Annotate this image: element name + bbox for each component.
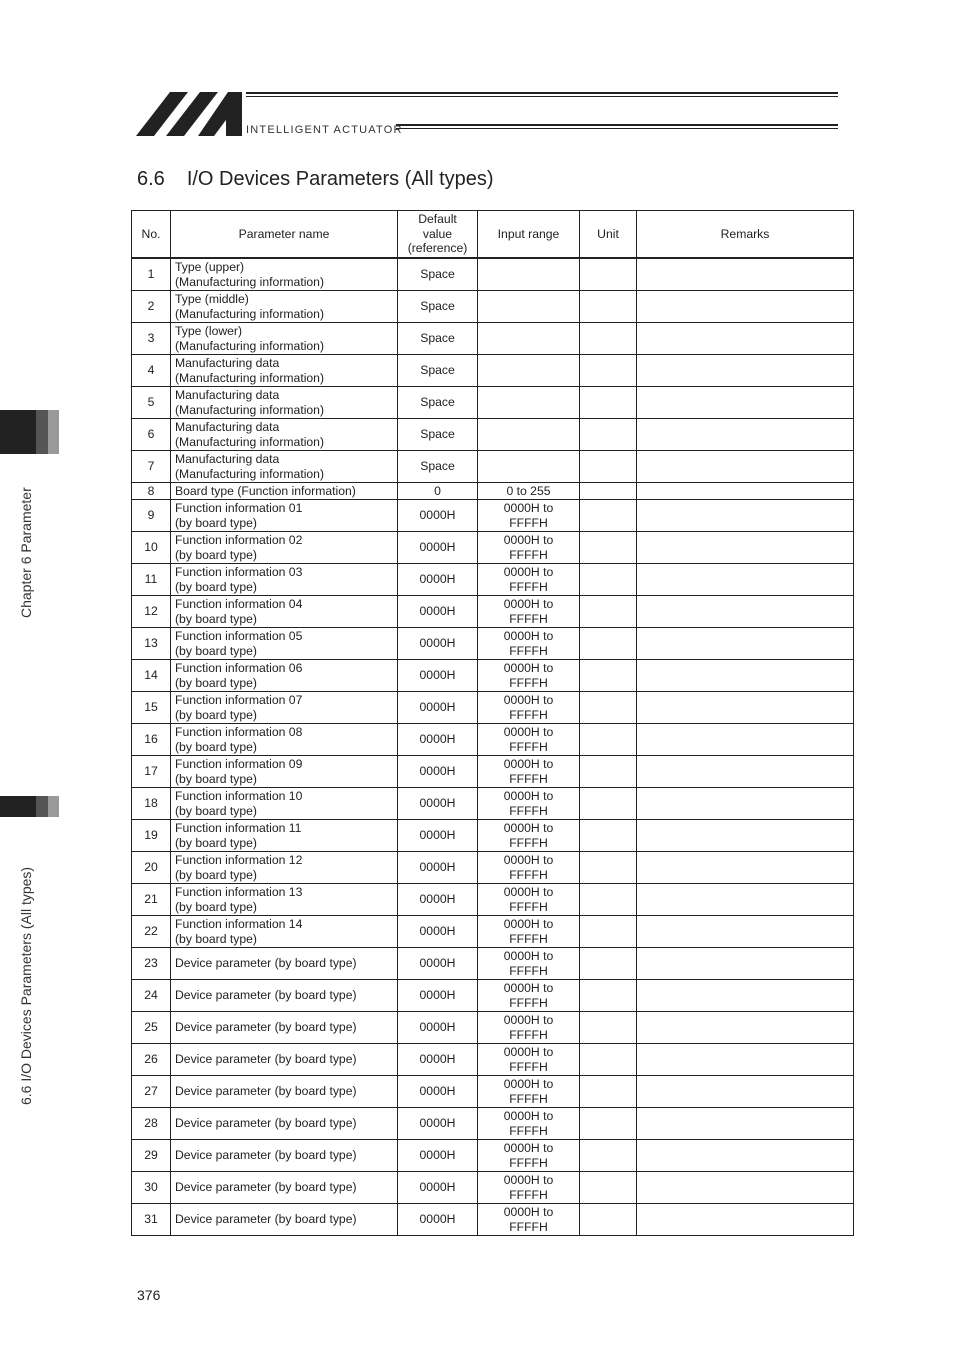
cell-remarks xyxy=(637,483,854,500)
cell-parameter-name: Manufacturing data (Manufacturing information) xyxy=(171,419,398,451)
cell-unit xyxy=(580,291,637,323)
cell-default-value: 0000H xyxy=(398,1172,478,1204)
chapter-tab-shade xyxy=(36,410,48,454)
cell-input-range: 0000H to FFFFH xyxy=(478,1076,580,1108)
cell-parameter-name: Device parameter (by board type) xyxy=(171,1108,398,1140)
table-row xyxy=(132,788,854,820)
cell-default-value: 0000H xyxy=(398,852,478,884)
table-row xyxy=(132,724,854,756)
cell-remarks xyxy=(637,980,854,1012)
section-tab-light xyxy=(48,796,59,817)
cell-parameter-name: Function information 12 (by board type) xyxy=(171,852,398,884)
cell-parameter-name: Manufacturing data (Manufacturing information) xyxy=(171,355,398,387)
cell-unit xyxy=(580,1204,637,1236)
cell-remarks xyxy=(637,852,854,884)
cell-no: 6 xyxy=(132,419,171,451)
cell-unit xyxy=(580,1012,637,1044)
cell-no: 27 xyxy=(132,1076,171,1108)
cell-no: 31 xyxy=(132,1204,171,1236)
column-header-no: No. xyxy=(132,211,171,259)
cell-parameter-name: Function information 03 (by board type) xyxy=(171,564,398,596)
cell-no: 23 xyxy=(132,948,171,980)
cell-unit xyxy=(580,500,637,532)
cell-input-range: 0000H to FFFFH xyxy=(478,564,580,596)
cell-unit xyxy=(580,628,637,660)
chapter-tab xyxy=(0,410,36,454)
cell-remarks xyxy=(637,1204,854,1236)
cell-remarks xyxy=(637,724,854,756)
column-header-input-range: Input range xyxy=(478,211,580,259)
page-title xyxy=(137,168,494,191)
cell-input-range: 0000H to FFFFH xyxy=(478,884,580,916)
cell-no: 9 xyxy=(132,500,171,532)
chapter-tab-light xyxy=(48,410,59,454)
table-row xyxy=(132,948,854,980)
cell-no: 7 xyxy=(132,451,171,483)
cell-input-range: 0000H to FFFFH xyxy=(478,532,580,564)
cell-input-range: 0000H to FFFFH xyxy=(478,980,580,1012)
cell-input-range xyxy=(478,355,580,387)
cell-input-range: 0000H to FFFFH xyxy=(478,820,580,852)
cell-remarks xyxy=(637,1108,854,1140)
cell-default-value: Space xyxy=(398,419,478,451)
cell-parameter-name: Manufacturing data (Manufacturing information) xyxy=(171,387,398,419)
cell-input-range: 0000H to FFFFH xyxy=(478,1204,580,1236)
cell-no: 30 xyxy=(132,1172,171,1204)
section-number: 6.6 xyxy=(137,168,165,190)
cell-parameter-name: Function information 06 (by board type) xyxy=(171,660,398,692)
cell-remarks xyxy=(637,820,854,852)
cell-no: 4 xyxy=(132,355,171,387)
cell-no: 19 xyxy=(132,820,171,852)
cell-parameter-name: Function information 04 (by board type) xyxy=(171,596,398,628)
table-row xyxy=(132,323,854,355)
cell-no: 16 xyxy=(132,724,171,756)
cell-input-range: 0000H to FFFFH xyxy=(478,1140,580,1172)
cell-input-range: 0 to 255 xyxy=(478,483,580,500)
cell-default-value: Space xyxy=(398,387,478,419)
cell-unit xyxy=(580,948,637,980)
cell-input-range: 0000H to FFFFH xyxy=(478,692,580,724)
cell-unit xyxy=(580,1108,637,1140)
cell-remarks xyxy=(637,323,854,355)
cell-default-value: 0 xyxy=(398,483,478,500)
section-tab xyxy=(0,796,36,817)
cell-default-value: 0000H xyxy=(398,1044,478,1076)
cell-parameter-name: Device parameter (by board type) xyxy=(171,1076,398,1108)
cell-unit xyxy=(580,724,637,756)
cell-remarks xyxy=(637,1076,854,1108)
cell-default-value: 0000H xyxy=(398,1140,478,1172)
cell-default-value: Space xyxy=(398,323,478,355)
cell-no: 28 xyxy=(132,1108,171,1140)
cell-no: 8 xyxy=(132,483,171,500)
parameter-table xyxy=(131,210,854,1236)
cell-input-range: 0000H to FFFFH xyxy=(478,1108,580,1140)
table-row xyxy=(132,1076,854,1108)
cell-unit xyxy=(580,820,637,852)
cell-remarks xyxy=(637,596,854,628)
cell-no: 21 xyxy=(132,884,171,916)
cell-unit xyxy=(580,451,637,483)
cell-input-range: 0000H to FFFFH xyxy=(478,916,580,948)
default-header-text: Default value (reference) xyxy=(407,212,468,256)
cell-default-value: 0000H xyxy=(398,1108,478,1140)
brand-name: INTELLIGENT ACTUATOR xyxy=(246,124,403,136)
header-rule-bottom xyxy=(396,124,838,129)
cell-input-range xyxy=(478,419,580,451)
cell-parameter-name: Function information 13 (by board type) xyxy=(171,884,398,916)
cell-no: 25 xyxy=(132,1012,171,1044)
table-row xyxy=(132,291,854,323)
cell-unit xyxy=(580,788,637,820)
cell-parameter-name: Device parameter (by board type) xyxy=(171,1044,398,1076)
cell-input-range: 0000H to FFFFH xyxy=(478,1012,580,1044)
cell-no: 20 xyxy=(132,852,171,884)
page-number: 376 xyxy=(137,1287,161,1303)
cell-no: 24 xyxy=(132,980,171,1012)
table-row xyxy=(132,916,854,948)
cell-input-range xyxy=(478,258,580,291)
cell-default-value: 0000H xyxy=(398,724,478,756)
cell-default-value: 0000H xyxy=(398,1204,478,1236)
cell-unit xyxy=(580,916,637,948)
table-row xyxy=(132,884,854,916)
column-header-default-value xyxy=(398,211,478,259)
cell-remarks xyxy=(637,532,854,564)
cell-input-range: 0000H to FFFFH xyxy=(478,1044,580,1076)
cell-no: 3 xyxy=(132,323,171,355)
cell-input-range: 0000H to FFFFH xyxy=(478,852,580,884)
cell-parameter-name: Function information 10 (by board type) xyxy=(171,788,398,820)
cell-input-range: 0000H to FFFFH xyxy=(478,596,580,628)
cell-unit xyxy=(580,387,637,419)
cell-parameter-name: Device parameter (by board type) xyxy=(171,1172,398,1204)
table-row xyxy=(132,756,854,788)
column-header-parameter-name: Parameter name xyxy=(171,211,398,259)
cell-no: 1 xyxy=(132,258,171,291)
cell-default-value: 0000H xyxy=(398,980,478,1012)
cell-remarks xyxy=(637,500,854,532)
cell-default-value: Space xyxy=(398,258,478,291)
table-row xyxy=(132,355,854,387)
cell-unit xyxy=(580,1076,637,1108)
table-body xyxy=(132,258,854,1236)
cell-remarks xyxy=(637,948,854,980)
cell-remarks xyxy=(637,1012,854,1044)
cell-input-range: 0000H to FFFFH xyxy=(478,724,580,756)
cell-default-value: 0000H xyxy=(398,756,478,788)
cell-remarks xyxy=(637,291,854,323)
cell-no: 12 xyxy=(132,596,171,628)
cell-remarks xyxy=(637,419,854,451)
column-header-remarks: Remarks xyxy=(637,211,854,259)
cell-parameter-name: Function information 08 (by board type) xyxy=(171,724,398,756)
cell-no: 18 xyxy=(132,788,171,820)
cell-default-value: 0000H xyxy=(398,596,478,628)
cell-unit xyxy=(580,419,637,451)
section-tab-shade xyxy=(36,796,48,817)
cell-default-value: 0000H xyxy=(398,628,478,660)
table-row xyxy=(132,387,854,419)
table-row xyxy=(132,1172,854,1204)
cell-unit xyxy=(580,483,637,500)
cell-parameter-name: Type (upper) (Manufacturing information) xyxy=(171,258,398,291)
cell-remarks xyxy=(637,1140,854,1172)
cell-default-value: 0000H xyxy=(398,692,478,724)
table-row xyxy=(132,980,854,1012)
cell-input-range: 0000H to FFFFH xyxy=(478,788,580,820)
table-row xyxy=(132,852,854,884)
table-row xyxy=(132,500,854,532)
cell-parameter-name: Type (middle) (Manufacturing information) xyxy=(171,291,398,323)
cell-input-range: 0000H to FFFFH xyxy=(478,628,580,660)
cell-input-range: 0000H to FFFFH xyxy=(478,660,580,692)
chapter-side-label: Chapter 6 Parameter xyxy=(18,487,34,618)
cell-remarks xyxy=(637,451,854,483)
cell-default-value: Space xyxy=(398,291,478,323)
cell-unit xyxy=(580,852,637,884)
cell-remarks xyxy=(637,692,854,724)
cell-parameter-name: Function information 01 (by board type) xyxy=(171,500,398,532)
table-row xyxy=(132,419,854,451)
cell-unit xyxy=(580,355,637,387)
cell-default-value: 0000H xyxy=(398,564,478,596)
cell-parameter-name: Function information 05 (by board type) xyxy=(171,628,398,660)
cell-unit xyxy=(580,692,637,724)
table-row xyxy=(132,1012,854,1044)
cell-no: 17 xyxy=(132,756,171,788)
cell-unit xyxy=(580,564,637,596)
header-rule-top xyxy=(246,92,838,97)
cell-input-range xyxy=(478,291,580,323)
cell-unit xyxy=(580,1044,637,1076)
cell-parameter-name: Device parameter (by board type) xyxy=(171,980,398,1012)
table-row xyxy=(132,1204,854,1236)
table-row xyxy=(132,1044,854,1076)
table-row xyxy=(132,1140,854,1172)
cell-parameter-name: Board type (Function information) xyxy=(171,483,398,500)
cell-default-value: Space xyxy=(398,451,478,483)
cell-parameter-name: Function information 02 (by board type) xyxy=(171,532,398,564)
ia-logo xyxy=(136,90,242,136)
table-row xyxy=(132,483,854,500)
cell-unit xyxy=(580,323,637,355)
cell-input-range xyxy=(478,323,580,355)
cell-no: 5 xyxy=(132,387,171,419)
section-title: I/O Devices Parameters (All types) xyxy=(186,168,494,190)
cell-parameter-name: Device parameter (by board type) xyxy=(171,1204,398,1236)
cell-input-range: 0000H to FFFFH xyxy=(478,500,580,532)
cell-no: 15 xyxy=(132,692,171,724)
cell-default-value: 0000H xyxy=(398,1076,478,1108)
cell-remarks xyxy=(637,756,854,788)
table-row xyxy=(132,820,854,852)
table-row xyxy=(132,532,854,564)
cell-remarks xyxy=(637,355,854,387)
table-header-row xyxy=(132,211,854,259)
cell-unit xyxy=(580,756,637,788)
cell-default-value: 0000H xyxy=(398,660,478,692)
cell-remarks xyxy=(637,628,854,660)
cell-no: 2 xyxy=(132,291,171,323)
cell-remarks xyxy=(637,387,854,419)
cell-no: 14 xyxy=(132,660,171,692)
cell-default-value: 0000H xyxy=(398,500,478,532)
cell-remarks xyxy=(637,788,854,820)
table-row xyxy=(132,596,854,628)
cell-remarks xyxy=(637,916,854,948)
table-row xyxy=(132,692,854,724)
cell-no: 26 xyxy=(132,1044,171,1076)
table-row xyxy=(132,660,854,692)
cell-remarks xyxy=(637,1172,854,1204)
cell-default-value: 0000H xyxy=(398,820,478,852)
cell-default-value: Space xyxy=(398,355,478,387)
cell-parameter-name: Device parameter (by board type) xyxy=(171,948,398,980)
cell-remarks xyxy=(637,258,854,291)
cell-default-value: 0000H xyxy=(398,532,478,564)
cell-unit xyxy=(580,660,637,692)
cell-default-value: 0000H xyxy=(398,788,478,820)
cell-remarks xyxy=(637,564,854,596)
cell-no: 22 xyxy=(132,916,171,948)
cell-default-value: 0000H xyxy=(398,916,478,948)
cell-parameter-name: Function information 09 (by board type) xyxy=(171,756,398,788)
cell-input-range: 0000H to FFFFH xyxy=(478,1172,580,1204)
cell-no: 10 xyxy=(132,532,171,564)
cell-parameter-name: Device parameter (by board type) xyxy=(171,1012,398,1044)
table-row xyxy=(132,564,854,596)
cell-unit xyxy=(580,980,637,1012)
cell-unit xyxy=(580,532,637,564)
table-row xyxy=(132,451,854,483)
cell-unit xyxy=(580,884,637,916)
cell-parameter-name: Device parameter (by board type) xyxy=(171,1140,398,1172)
cell-default-value: 0000H xyxy=(398,1012,478,1044)
cell-no: 11 xyxy=(132,564,171,596)
column-header-unit: Unit xyxy=(580,211,637,259)
cell-remarks xyxy=(637,660,854,692)
cell-parameter-name: Manufacturing data (Manufacturing information) xyxy=(171,451,398,483)
cell-remarks xyxy=(637,1044,854,1076)
cell-input-range xyxy=(478,451,580,483)
table-row xyxy=(132,258,854,291)
table-row xyxy=(132,628,854,660)
cell-input-range: 0000H to FFFFH xyxy=(478,948,580,980)
cell-default-value: 0000H xyxy=(398,948,478,980)
cell-unit xyxy=(580,258,637,291)
cell-parameter-name: Function information 07 (by board type) xyxy=(171,692,398,724)
cell-unit xyxy=(580,596,637,628)
cell-unit xyxy=(580,1172,637,1204)
cell-remarks xyxy=(637,884,854,916)
cell-parameter-name: Function information 11 (by board type) xyxy=(171,820,398,852)
table-row xyxy=(132,1108,854,1140)
cell-default-value: 0000H xyxy=(398,884,478,916)
cell-unit xyxy=(580,1140,637,1172)
cell-parameter-name: Function information 14 (by board type) xyxy=(171,916,398,948)
cell-input-range: 0000H to FFFFH xyxy=(478,756,580,788)
cell-no: 13 xyxy=(132,628,171,660)
section-side-label: 6.6 I/O Devices Parameters (All types) xyxy=(18,866,34,1105)
cell-input-range xyxy=(478,387,580,419)
cell-no: 29 xyxy=(132,1140,171,1172)
cell-parameter-name: Type (lower) (Manufacturing information) xyxy=(171,323,398,355)
